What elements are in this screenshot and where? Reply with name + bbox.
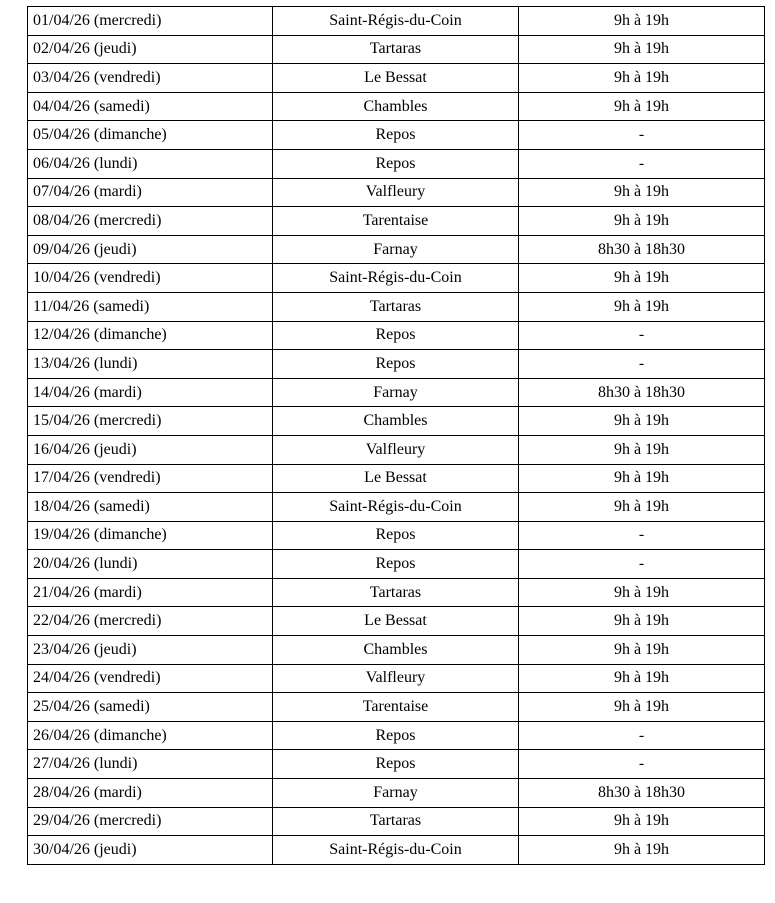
hours-cell: 9h à 19h — [519, 407, 765, 436]
date-cell: 18/04/26 (samedi) — [28, 493, 273, 522]
table-row — [28, 550, 765, 579]
date-cell: 03/04/26 (vendredi) — [28, 64, 273, 93]
location-cell: Repos — [273, 721, 519, 750]
hours-cell: 9h à 19h — [519, 264, 765, 293]
location-cell: Repos — [273, 149, 519, 178]
hours-cell: - — [519, 350, 765, 379]
table-row — [28, 607, 765, 636]
table-row — [28, 121, 765, 150]
table-row — [28, 721, 765, 750]
table-row — [28, 7, 765, 36]
location-cell: Chambles — [273, 636, 519, 665]
hours-cell: 9h à 19h — [519, 292, 765, 321]
date-cell: 08/04/26 (mercredi) — [28, 207, 273, 236]
location-cell: Repos — [273, 750, 519, 779]
date-cell: 29/04/26 (mercredi) — [28, 807, 273, 836]
date-cell: 04/04/26 (samedi) — [28, 92, 273, 121]
location-cell: Repos — [273, 121, 519, 150]
date-cell: 12/04/26 (dimanche) — [28, 321, 273, 350]
hours-cell: 9h à 19h — [519, 607, 765, 636]
location-cell: Tartaras — [273, 292, 519, 321]
location-cell: Repos — [273, 321, 519, 350]
table-row — [28, 235, 765, 264]
table-row — [28, 178, 765, 207]
location-cell: Tartaras — [273, 807, 519, 836]
hours-cell: 9h à 19h — [519, 464, 765, 493]
table-row — [28, 321, 765, 350]
table-row — [28, 292, 765, 321]
hours-cell: 8h30 à 18h30 — [519, 779, 765, 808]
table-row — [28, 207, 765, 236]
date-cell: 15/04/26 (mercredi) — [28, 407, 273, 436]
date-cell: 13/04/26 (lundi) — [28, 350, 273, 379]
date-cell: 06/04/26 (lundi) — [28, 149, 273, 178]
table-row — [28, 807, 765, 836]
location-cell: Valfleury — [273, 664, 519, 693]
location-cell: Tartaras — [273, 578, 519, 607]
table-row — [28, 264, 765, 293]
table-row — [28, 149, 765, 178]
date-cell: 21/04/26 (mardi) — [28, 578, 273, 607]
hours-cell: 9h à 19h — [519, 807, 765, 836]
location-cell: Repos — [273, 521, 519, 550]
date-cell: 01/04/26 (mercredi) — [28, 7, 273, 36]
hours-cell: 9h à 19h — [519, 693, 765, 722]
hours-cell: - — [519, 521, 765, 550]
hours-cell: - — [519, 121, 765, 150]
date-cell: 28/04/26 (mardi) — [28, 779, 273, 808]
location-cell: Repos — [273, 550, 519, 579]
date-cell: 26/04/26 (dimanche) — [28, 721, 273, 750]
table-row — [28, 836, 765, 865]
hours-cell: 9h à 19h — [519, 578, 765, 607]
date-cell: 25/04/26 (samedi) — [28, 693, 273, 722]
table-row — [28, 578, 765, 607]
date-cell: 30/04/26 (jeudi) — [28, 836, 273, 865]
location-cell: Farnay — [273, 779, 519, 808]
location-cell: Repos — [273, 350, 519, 379]
hours-cell: 9h à 19h — [519, 7, 765, 36]
hours-cell: 9h à 19h — [519, 92, 765, 121]
hours-cell: - — [519, 550, 765, 579]
schedule-table-body — [28, 7, 765, 865]
table-row — [28, 378, 765, 407]
date-cell: 24/04/26 (vendredi) — [28, 664, 273, 693]
date-cell: 14/04/26 (mardi) — [28, 378, 273, 407]
table-row — [28, 35, 765, 64]
hours-cell: 9h à 19h — [519, 493, 765, 522]
hours-cell: 8h30 à 18h30 — [519, 378, 765, 407]
location-cell: Tartaras — [273, 35, 519, 64]
hours-cell: 9h à 19h — [519, 35, 765, 64]
table-row — [28, 636, 765, 665]
date-cell: 16/04/26 (jeudi) — [28, 435, 273, 464]
hours-cell: - — [519, 750, 765, 779]
hours-cell: 9h à 19h — [519, 207, 765, 236]
table-row — [28, 664, 765, 693]
location-cell: Saint-Régis-du-Coin — [273, 7, 519, 36]
date-cell: 10/04/26 (vendredi) — [28, 264, 273, 293]
hours-cell: 9h à 19h — [519, 435, 765, 464]
table-row — [28, 750, 765, 779]
table-row — [28, 493, 765, 522]
date-cell: 20/04/26 (lundi) — [28, 550, 273, 579]
table-row — [28, 779, 765, 808]
hours-cell: 9h à 19h — [519, 64, 765, 93]
location-cell: Valfleury — [273, 178, 519, 207]
date-cell: 07/04/26 (mardi) — [28, 178, 273, 207]
date-cell: 09/04/26 (jeudi) — [28, 235, 273, 264]
date-cell: 17/04/26 (vendredi) — [28, 464, 273, 493]
date-cell: 05/04/26 (dimanche) — [28, 121, 273, 150]
location-cell: Valfleury — [273, 435, 519, 464]
location-cell: Le Bessat — [273, 464, 519, 493]
location-cell: Tarentaise — [273, 693, 519, 722]
location-cell: Farnay — [273, 235, 519, 264]
table-row — [28, 435, 765, 464]
location-cell: Tarentaise — [273, 207, 519, 236]
location-cell: Chambles — [273, 407, 519, 436]
location-cell: Saint-Régis-du-Coin — [273, 836, 519, 865]
schedule-table — [27, 6, 765, 865]
table-row — [28, 464, 765, 493]
hours-cell: 9h à 19h — [519, 836, 765, 865]
table-row — [28, 92, 765, 121]
date-cell: 19/04/26 (dimanche) — [28, 521, 273, 550]
date-cell: 02/04/26 (jeudi) — [28, 35, 273, 64]
table-row — [28, 693, 765, 722]
table-row — [28, 350, 765, 379]
table-row — [28, 407, 765, 436]
location-cell: Chambles — [273, 92, 519, 121]
hours-cell: 9h à 19h — [519, 664, 765, 693]
table-row — [28, 64, 765, 93]
location-cell: Saint-Régis-du-Coin — [273, 264, 519, 293]
hours-cell: - — [519, 149, 765, 178]
hours-cell: 9h à 19h — [519, 636, 765, 665]
hours-cell: 8h30 à 18h30 — [519, 235, 765, 264]
location-cell: Le Bessat — [273, 64, 519, 93]
hours-cell: - — [519, 721, 765, 750]
location-cell: Le Bessat — [273, 607, 519, 636]
location-cell: Farnay — [273, 378, 519, 407]
table-row — [28, 521, 765, 550]
location-cell: Saint-Régis-du-Coin — [273, 493, 519, 522]
date-cell: 23/04/26 (jeudi) — [28, 636, 273, 665]
hours-cell: - — [519, 321, 765, 350]
date-cell: 27/04/26 (lundi) — [28, 750, 273, 779]
date-cell: 11/04/26 (samedi) — [28, 292, 273, 321]
hours-cell: 9h à 19h — [519, 178, 765, 207]
date-cell: 22/04/26 (mercredi) — [28, 607, 273, 636]
